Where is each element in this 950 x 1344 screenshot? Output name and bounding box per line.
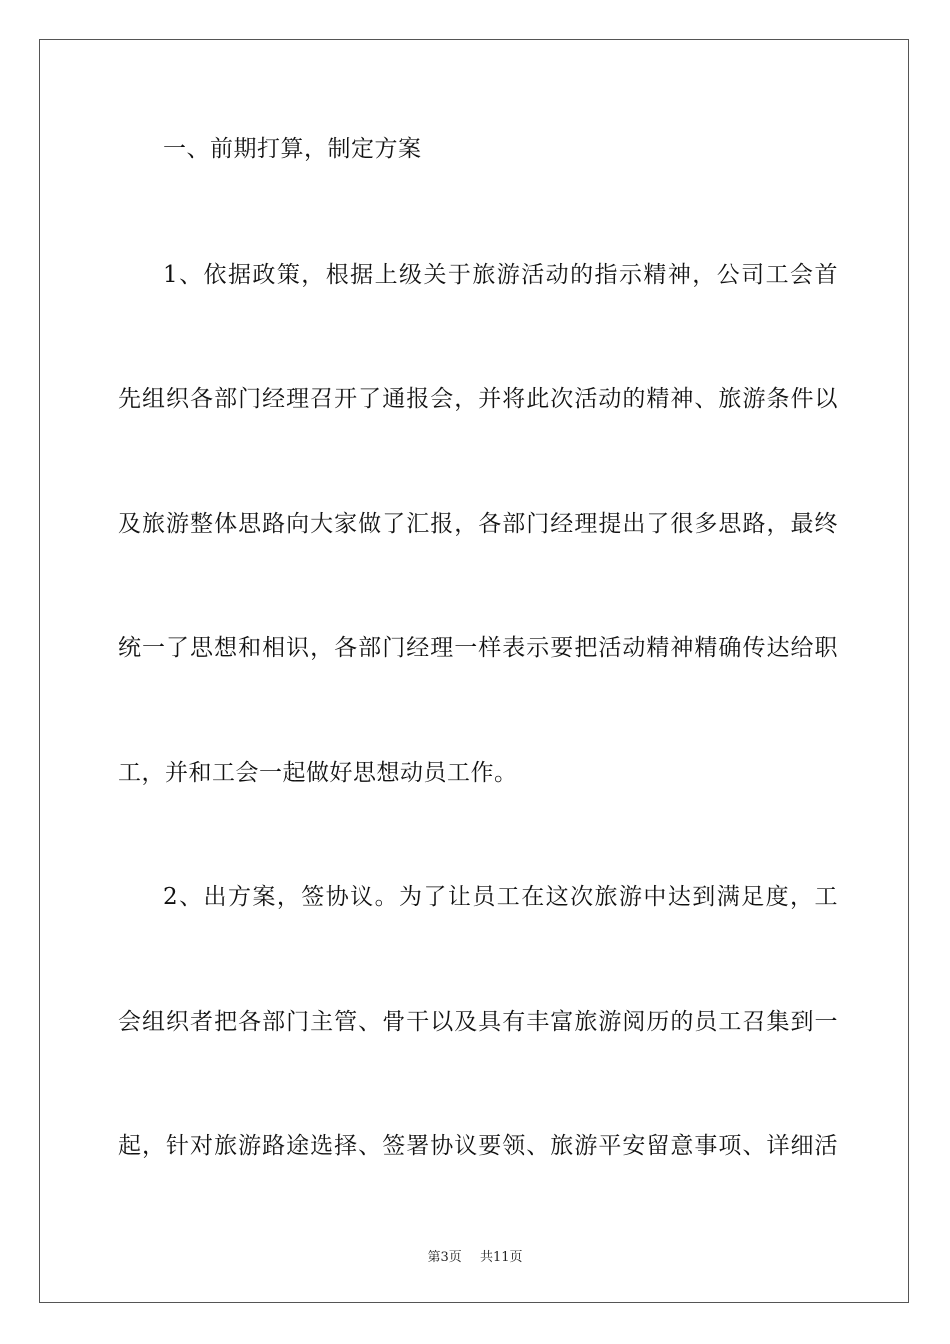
- paragraph-line: 1、依据政策，根据上级关于旅游活动的指示精神，公司工会首: [163, 262, 838, 288]
- paragraph-line: 及旅游整体思路向大家做了汇报，各部门经理提出了很多思路，最终: [118, 511, 838, 537]
- paragraph-line: 会组织者把各部门主管、骨干以及具有丰富旅游阅历的员工召集到一: [118, 1009, 838, 1035]
- paragraph-line: 统一了思想和相识，各部门经理一样表示要把活动精神精确传达给职: [118, 635, 838, 661]
- paragraph-line: 先组织各部门经理召开了通报会，并将此次活动的精神、旅游条件以: [118, 386, 838, 412]
- page-border: [39, 39, 909, 1303]
- page-number: 第3页: [427, 1250, 462, 1265]
- page-total: 共11页: [479, 1250, 523, 1265]
- paragraph-line: 工，并和工会一起做好思想动员工作。: [118, 760, 518, 786]
- section-heading: 一、前期打算，制定方案: [163, 136, 422, 162]
- paragraph-line: 起，针对旅游路途选择、签署协议要领、旅游平安留意事项、详细活: [118, 1133, 838, 1159]
- paragraph-line: 2、出方案，签协议。为了让员工在这次旅游中达到满足度，工: [163, 884, 838, 910]
- page-footer: [0, 1246, 950, 1265]
